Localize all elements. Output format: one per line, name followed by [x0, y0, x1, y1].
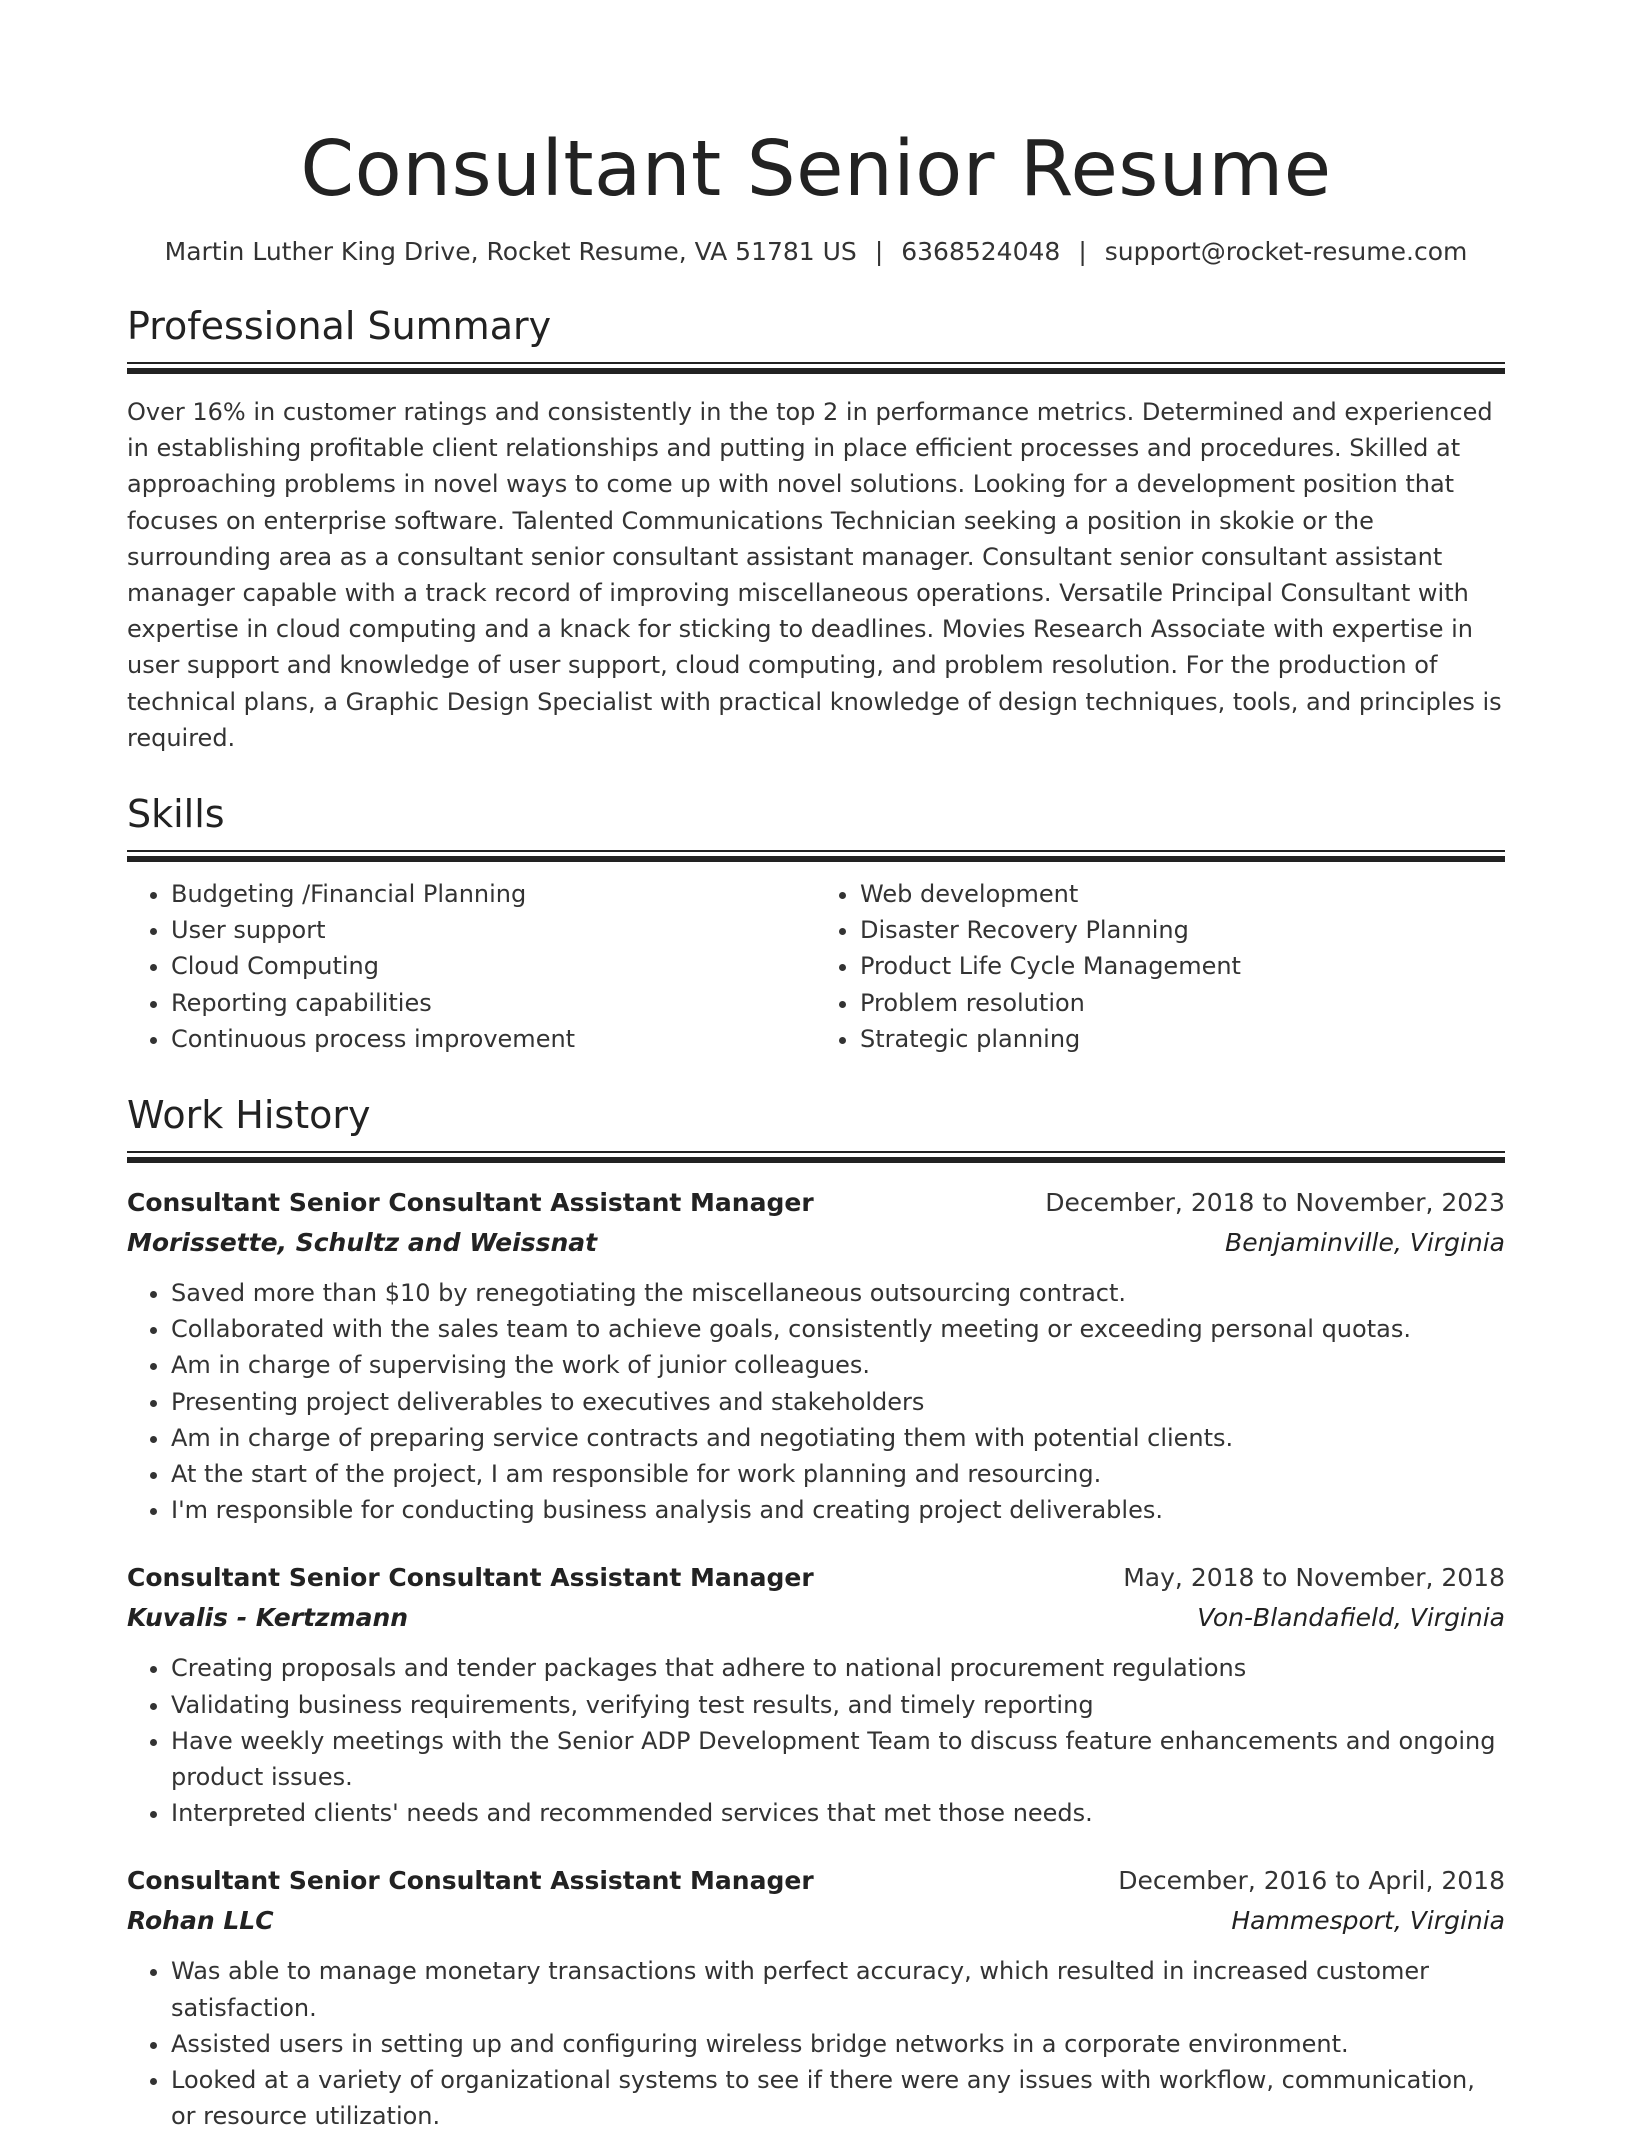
job-company: Morissette, Schultz and Weissnat — [127, 1228, 598, 1258]
skill-item: • User support — [171, 912, 816, 948]
job-duties — [127, 1275, 1505, 1528]
contact-email[interactable]: support@rocket-resume.com — [1104, 237, 1468, 266]
skills-section-header — [127, 790, 1505, 862]
duty-item: • Interpreted clients' needs and recommended services that met those needs. — [171, 1795, 1505, 1831]
skill-item: • Product Life Cycle Management — [860, 948, 1505, 984]
job-entry — [127, 1861, 1505, 2134]
job-company-row — [127, 1901, 1505, 1941]
section-divider-thick — [127, 856, 1505, 862]
job-location: Von-Blandafield, Virginia — [1197, 1603, 1505, 1633]
skill-item: • Budgeting /Financial Planning — [171, 876, 816, 912]
skills-heading: Skills — [127, 792, 225, 837]
skill-item: • Web development — [860, 876, 1505, 912]
duty-item: • Assisted users in setting up and configuring wireless bridge networks in a corporate environment. — [171, 2026, 1505, 2062]
job-company-row — [127, 1223, 1505, 1263]
duty-item: • Presenting project deliverables to executives and stakeholders — [171, 1384, 1505, 1420]
job-title: Consultant Senior Consultant Assistant Manager — [127, 1866, 814, 1896]
job-duties — [127, 1650, 1505, 1831]
summary-section-header — [127, 302, 1505, 374]
job-duties — [127, 1953, 1505, 2134]
job-entry — [127, 1183, 1505, 1528]
skill-item: • Strategic planning — [860, 1021, 1505, 1057]
contact-separator: | — [1078, 237, 1087, 266]
job-dates: December, 2016 to April, 2018 — [1118, 1866, 1505, 1896]
skill-item: • Reporting capabilities — [171, 985, 816, 1021]
duty-item: • Am in charge of supervising the work of junior colleagues. — [171, 1347, 1505, 1383]
job-dates: December, 2018 to November, 2023 — [1045, 1188, 1505, 1218]
job-company-row — [127, 1598, 1505, 1638]
contact-address: Martin Luther King Drive, Rocket Resume, VA 51781 US — [164, 237, 857, 266]
skill-item: • Continuous process improvement — [171, 1021, 816, 1057]
duty-item: • Validating business requirements, verifying test results, and timely reporting — [171, 1687, 1505, 1723]
job-title-row — [127, 1558, 1505, 1598]
duty-item: • Have weekly meetings with the Senior ADP Development Team to discuss feature enhancements and ongoing product issues. — [171, 1723, 1505, 1795]
section-divider-thick — [127, 368, 1505, 374]
duty-item: • Am in charge of preparing service contracts and negotiating them with potential clients. — [171, 1420, 1505, 1456]
contact-separator: | — [874, 237, 884, 266]
skill-item: • Problem resolution — [860, 985, 1505, 1021]
job-title: Consultant Senior Consultant Assistant Manager — [127, 1563, 814, 1593]
section-divider-thick — [127, 1157, 1505, 1163]
contact-line — [127, 236, 1505, 268]
skill-item: • Disaster Recovery Planning — [860, 912, 1505, 948]
skills-column-left — [127, 876, 816, 1057]
resume-title: Consultant Senior Resume — [300, 125, 1332, 214]
duty-item: • I'm responsible for conducting business analysis and creating project deliverables. — [171, 1492, 1505, 1528]
summary-text: Over 16% in customer ratings and consistently in the top 2 in performance metrics. Determined and experienced in establishing profitable client relationships and putting in place efficient processes and procedures. Skilled at approaching problems in novel ways to come up with novel solutions. Looking for a development position that focuses on enterprise software. Talented Communications Technician seeking a position in skokie or the surrounding area as a consultant senior consultant assistant manager. Consultant senior consultant assistant manager capable with a track record of improving miscellaneous operations. Versatile Principal Consultant with expertise in cloud computing and a knack for sticking to deadlines. Movies Research Associate with expertise in user support and knowledge of user support, cloud computing, and problem resolution. For the production of technical plans, a Graphic Design Specialist with practical knowledge of design techniques, tools, and principles is required. — [127, 398, 1502, 752]
duty-item: • Saved more than $10 by renegotiating the miscellaneous outsourcing contract. — [171, 1275, 1505, 1311]
job-title-row — [127, 1861, 1505, 1901]
summary-heading: Professional Summary — [127, 304, 552, 348]
section-divider-thin — [127, 1151, 1505, 1153]
work-section-header — [127, 1091, 1505, 1163]
job-company: Kuvalis - Kertzmann — [127, 1603, 409, 1633]
job-dates: May, 2018 to November, 2018 — [1123, 1563, 1505, 1593]
section-divider-thin — [127, 850, 1505, 852]
job-title-row — [127, 1183, 1505, 1223]
job-company: Rohan LLC — [127, 1906, 274, 1936]
job-location: Benjaminville, Virginia — [1225, 1228, 1505, 1258]
duty-item: • Creating proposals and tender packages that adhere to national procurement regulations — [171, 1650, 1505, 1686]
job-entry — [127, 1558, 1505, 1831]
contact-phone: 6368524048 — [901, 237, 1061, 266]
duty-item: • Was able to manage monetary transactions with perfect accuracy, which resulted in increased customer satisfaction. — [171, 1953, 1505, 2025]
skills-list — [127, 876, 1505, 1057]
job-title: Consultant Senior Consultant Assistant Manager — [127, 1188, 814, 1218]
work-heading: Work History — [127, 1093, 371, 1138]
duty-item: • Looked at a variety of organizational systems to see if there were any issues with workflow, communication, or resource utilization. — [171, 2062, 1505, 2134]
duty-item: • Collaborated with the sales team to achieve goals, consistently meeting or exceeding personal quotas. — [171, 1311, 1505, 1347]
job-location: Hammesport, Virginia — [1231, 1906, 1505, 1936]
skills-column-right — [816, 876, 1505, 1057]
skill-item: • Cloud Computing — [171, 948, 816, 984]
duty-item: • At the start of the project, I am responsible for work planning and resourcing. — [171, 1456, 1505, 1492]
section-divider-thin — [127, 362, 1505, 364]
